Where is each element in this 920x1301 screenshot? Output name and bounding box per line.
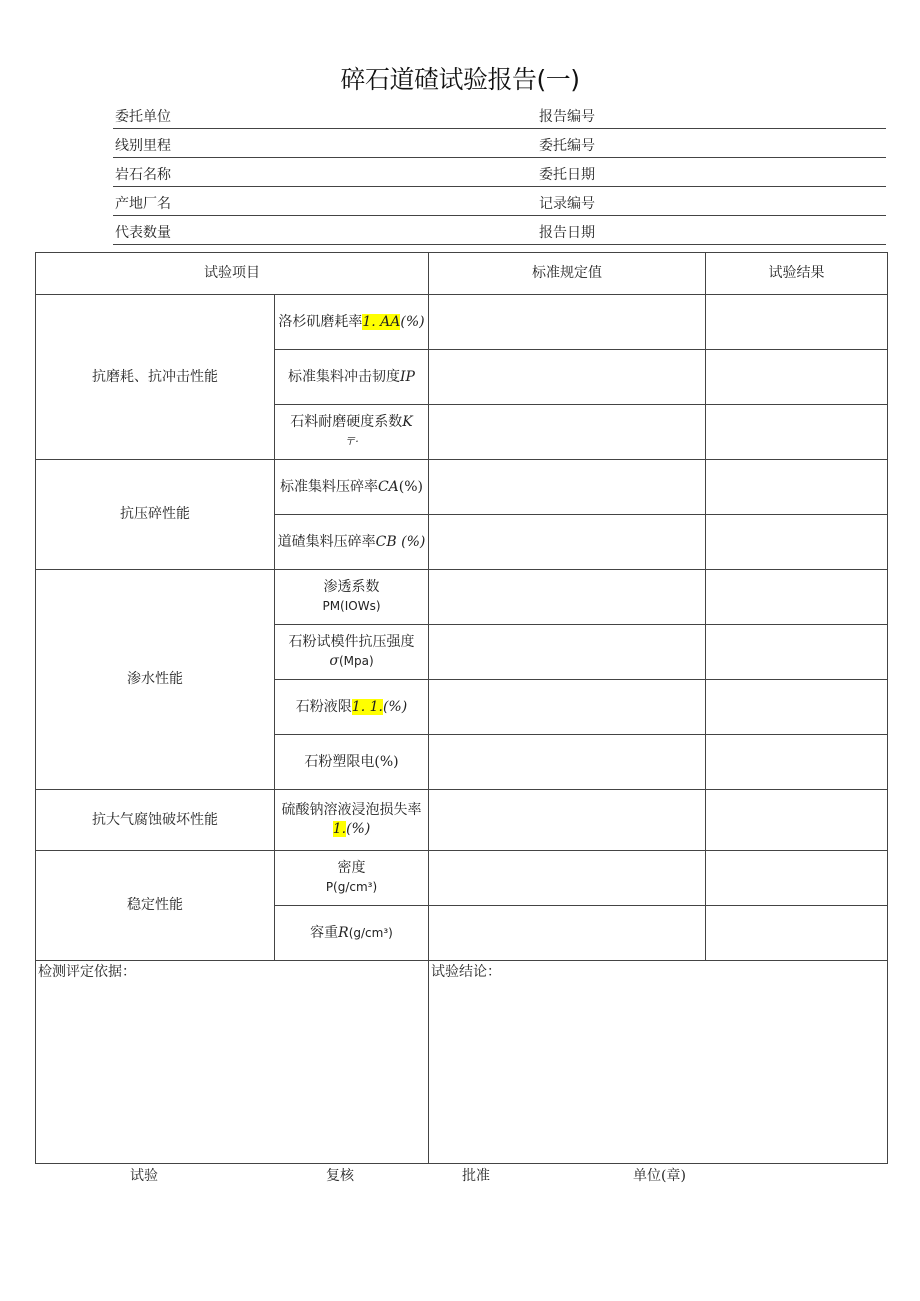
signature-footer bbox=[0, 1165, 920, 1185]
header-result: 试验结果 bbox=[706, 253, 888, 295]
standard-cell[interactable] bbox=[429, 350, 706, 405]
item-plastic-limit: 石粉塑限电(%) bbox=[275, 735, 429, 790]
result-cell[interactable] bbox=[706, 851, 888, 906]
standard-cell[interactable] bbox=[429, 460, 706, 515]
highlight-mark: 1. bbox=[332, 821, 347, 837]
result-cell[interactable] bbox=[706, 570, 888, 625]
group-seepage: 渗水性能 bbox=[36, 570, 275, 790]
result-cell[interactable] bbox=[706, 625, 888, 680]
report-date-label: 报告日期 bbox=[539, 225, 595, 241]
report-no-label: 报告编号 bbox=[539, 109, 595, 125]
commission-date-label: 委托日期 bbox=[539, 167, 595, 183]
report-title: 碎石道碴试验报告(一) bbox=[340, 65, 580, 94]
standard-cell[interactable] bbox=[429, 570, 706, 625]
result-cell[interactable] bbox=[706, 735, 888, 790]
table-row bbox=[36, 790, 888, 851]
approver-label: 批准 bbox=[462, 1168, 490, 1184]
info-row-4 bbox=[113, 187, 886, 216]
table-row bbox=[36, 460, 888, 515]
rep-quantity-label: 代表数量 bbox=[115, 225, 171, 241]
group-stability: 稳定性能 bbox=[36, 851, 275, 961]
standard-cell[interactable] bbox=[429, 515, 706, 570]
item-density: 密度 P(g/cm³) bbox=[275, 851, 429, 906]
item-cb: 道碴集料压碎率CB (%) bbox=[275, 515, 429, 570]
header-standard: 标准规定值 bbox=[429, 253, 706, 295]
header-item: 试验项目 bbox=[36, 253, 429, 295]
reviewer-label: 复核 bbox=[326, 1168, 354, 1184]
result-cell[interactable] bbox=[706, 680, 888, 735]
client-unit-label: 委托单位 bbox=[115, 109, 171, 125]
info-row-2 bbox=[113, 129, 886, 158]
test-results-table bbox=[35, 252, 888, 1164]
highlight-mark: 1. AA bbox=[362, 313, 401, 330]
highlight-mark: 1. 1. bbox=[351, 698, 383, 715]
standard-cell[interactable] bbox=[429, 680, 706, 735]
conclusion-section[interactable] bbox=[429, 961, 888, 1164]
item-ca: 标准集料压碎率CA(%) bbox=[275, 460, 429, 515]
unit-seal-label: 单位(章) bbox=[633, 1168, 686, 1184]
conclusion-label: 试验结论： bbox=[431, 964, 501, 980]
result-cell[interactable] bbox=[706, 460, 888, 515]
item-permeability: 渗透系数 PM(IOWs) bbox=[275, 570, 429, 625]
item-liquid-limit: 石粉液限1. 1.(%) bbox=[275, 680, 429, 735]
result-cell[interactable] bbox=[706, 515, 888, 570]
standard-cell[interactable] bbox=[429, 625, 706, 680]
standard-cell[interactable] bbox=[429, 295, 706, 350]
group-crush: 抗压碎性能 bbox=[36, 460, 275, 570]
group-weathering: 抗大气腐蚀破坏性能 bbox=[36, 790, 275, 851]
item-bulk-density: 容重R(g/cm³) bbox=[275, 906, 429, 961]
table-row bbox=[36, 851, 888, 906]
commission-no-label: 委托编号 bbox=[539, 138, 595, 154]
standard-cell[interactable] bbox=[429, 735, 706, 790]
tester-label: 试验 bbox=[130, 1168, 158, 1184]
result-cell[interactable] bbox=[706, 350, 888, 405]
item-compress-strength: 石粉试模件抗压强度 σ(Mpa) bbox=[275, 625, 429, 680]
item-sulfate-loss: 硫酸钠溶液浸泡损失率 1.(%) bbox=[275, 790, 429, 851]
record-no-label: 记录编号 bbox=[539, 196, 595, 212]
standard-cell[interactable] bbox=[429, 851, 706, 906]
item-la-abrasion: 洛杉矶磨耗率1. AA(%) bbox=[275, 295, 429, 350]
result-cell[interactable] bbox=[706, 790, 888, 851]
basis-section[interactable] bbox=[36, 961, 429, 1164]
line-mileage-label: 线别里程 bbox=[115, 138, 171, 154]
notes-row bbox=[36, 961, 888, 1164]
standard-cell[interactable] bbox=[429, 906, 706, 961]
group-abrasion: 抗磨耗、抗冲击性能 bbox=[36, 295, 275, 460]
result-cell[interactable] bbox=[706, 405, 888, 460]
item-impact: 标准集料冲击韧度IP bbox=[275, 350, 429, 405]
rock-name-label: 岩石名称 bbox=[115, 167, 171, 183]
table-header-row bbox=[36, 253, 888, 295]
table-row bbox=[36, 570, 888, 625]
table-row bbox=[36, 295, 888, 350]
standard-cell[interactable] bbox=[429, 790, 706, 851]
info-row-5 bbox=[113, 216, 886, 245]
origin-factory-label: 产地厂名 bbox=[115, 196, 171, 212]
standard-cell[interactable] bbox=[429, 405, 706, 460]
result-cell[interactable] bbox=[706, 906, 888, 961]
info-row-3 bbox=[113, 158, 886, 187]
item-hardness: 石料耐磨硬度系数K 〒· bbox=[275, 405, 429, 460]
result-cell[interactable] bbox=[706, 295, 888, 350]
basis-label: 检测评定依据： bbox=[38, 964, 136, 980]
info-row-1 bbox=[113, 100, 886, 129]
